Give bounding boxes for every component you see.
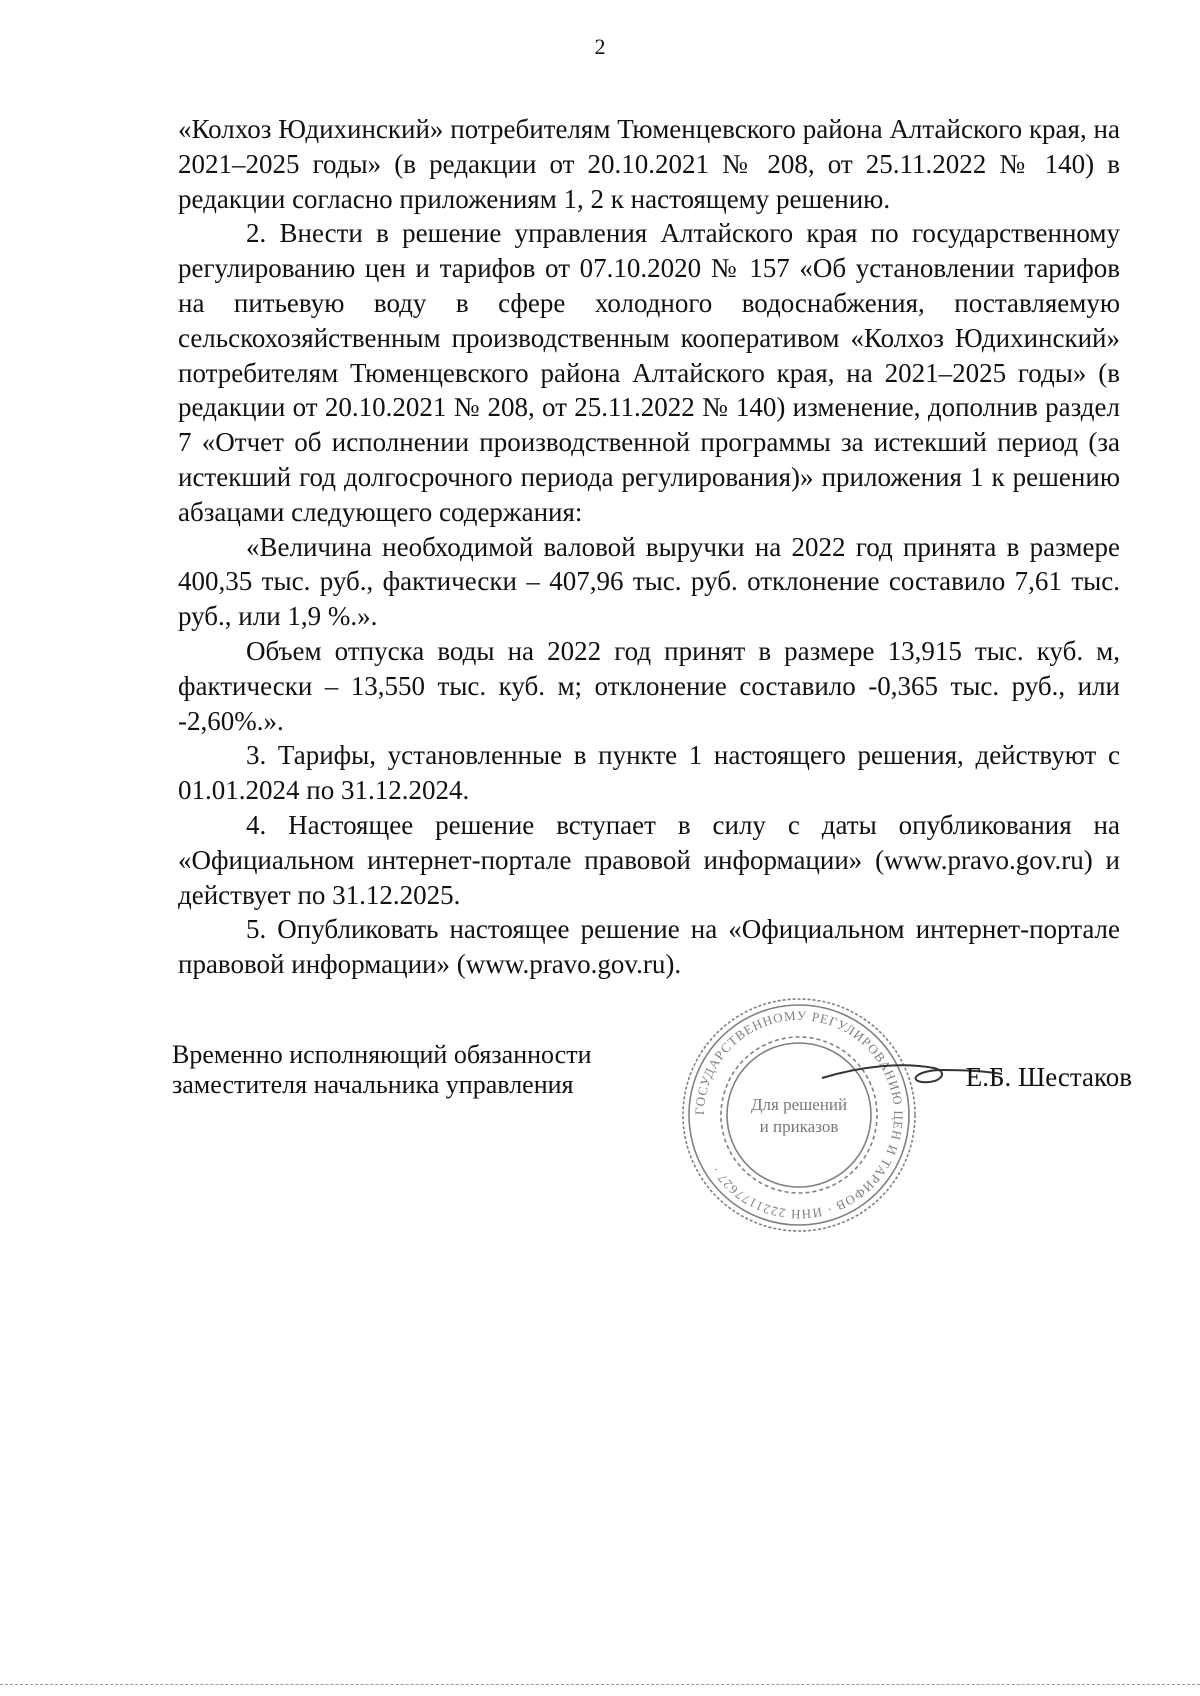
paragraph-continuation: «Колхоз Юдихинский» потребителям Тюменцевского района Алтайского края, на 2021–2025 годы» (в редакции от 20.10.2021 № 208, от 25.11.2022 № 140) в редакции согласно приложениям 1, 2 к настоящему решению. bbox=[178, 114, 1120, 214]
paragraph-item-3: 3. Тарифы, установленные в пункте 1 настоящего решения, действуют с 01.01.2024 по 31.12.2024. bbox=[178, 740, 1120, 806]
paragraph-item-5: 5. Опубликовать настоящее решение на «Официальном интернет-портале правовой информации» (www.pravo.gov.ru). bbox=[178, 914, 1120, 980]
signature-block bbox=[172, 1007, 1132, 1230]
svg-text:ГОСУДАРСТВЕННОМУ РЕГУЛИРОВАНИЮ bbox=[692, 1008, 906, 1222]
seal-center-line-2: и приказов bbox=[759, 1117, 839, 1136]
signer-position bbox=[172, 1040, 592, 1100]
paragraph-revenue-quote: «Величина необходимой валовой выручки на 2022 год принята в размере 400,35 тыс. руб., фактически – 407,96 тыс. руб. отклонение составило 7,61 тыс. руб., или 1,9 %.». bbox=[178, 531, 1120, 632]
signer-position-line-1: Временно исполняющий обязанности bbox=[172, 1040, 592, 1069]
scan-edge-line bbox=[0, 1684, 1200, 1686]
paragraph-water-volume: Объем отпуска воды на 2022 год принят в размере 13,915 тыс. куб. м, фактически – 13,550 тыс. куб. м; отклонение составило -0,365 тыс. руб., или -2,60%.». bbox=[178, 635, 1120, 736]
handwritten-signature-icon bbox=[672, 1048, 1002, 1108]
seal-center-line-1: Для решений bbox=[750, 1095, 848, 1114]
official-seal-icon bbox=[674, 990, 924, 1240]
signer-name: Е.Б. Шестаков bbox=[965, 1062, 1132, 1092]
page-number: 2 bbox=[594, 34, 606, 59]
signer-position-line-2: заместителя начальника управления bbox=[172, 1070, 574, 1099]
document-body bbox=[178, 112, 1120, 982]
paragraph-item-4: 4. Настоящее решение вступает в силу с даты опубликования на «Официальном интернет-портале правовой информации» (www.pravo.gov.ru) и действует по 31.12.2025. bbox=[178, 809, 1120, 910]
paragraph-item-2: 2. Внести в решение управления Алтайского края по государственному регулированию цен и тарифов от 07.10.2020 № 157 «Об установлении тарифов на питьевую воду в сфере холодного водоснабжения, поставляемую сельскохозяйственным производственным кооперативом «Колхоз Юдихинский» потребителям Тюменцевского района Алтайского края, на 2021–2025 годы» (в редакции от 20.10.2021 № 208, от 25.11.2022 № 140) изменение, дополнив раздел 7 «Отчет об исполнении производственной программы за истекший период (за истекший год долгосрочного периода регулирования)» приложения 1 к решению абзацами следующего содержания: bbox=[178, 218, 1120, 527]
seal-ring-text: ГОСУДАРСТВЕННОМУ РЕГУЛИРОВАНИЮ ЦЕН И ТАРИФОВ · ИНН 2221177627 · bbox=[691, 1007, 907, 1223]
